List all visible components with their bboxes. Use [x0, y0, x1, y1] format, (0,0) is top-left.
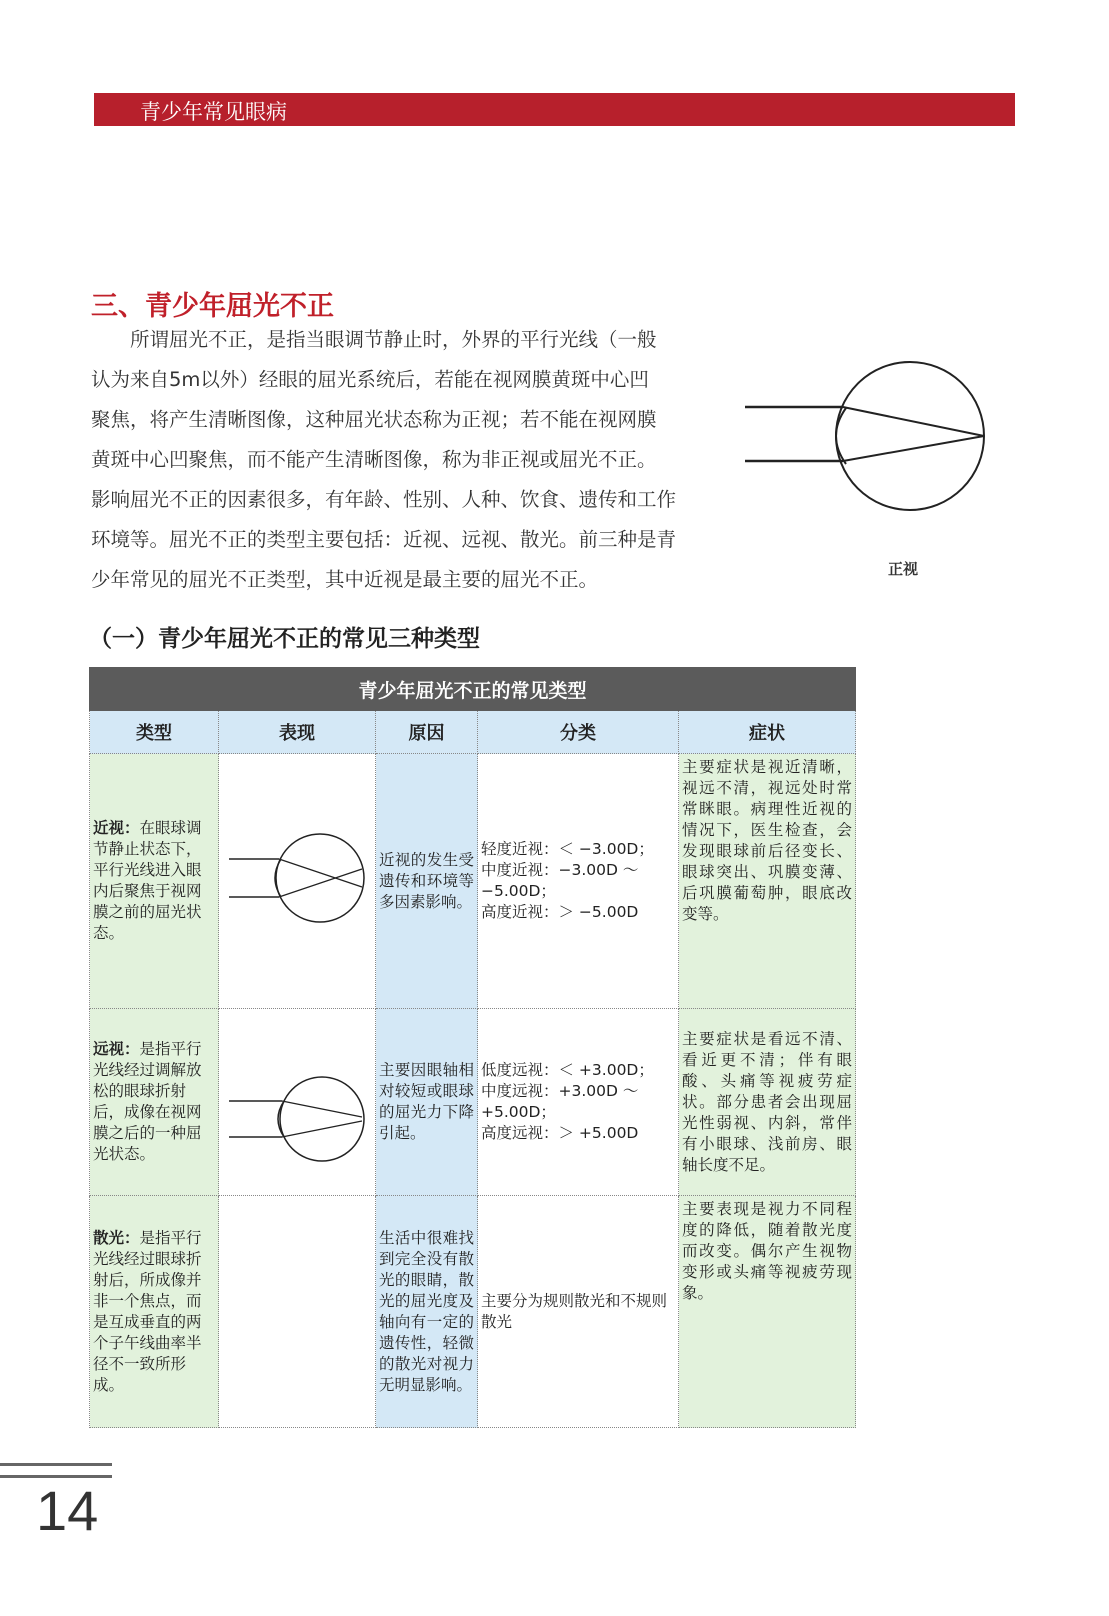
- type-desc: 在眼球调节静止状态下，平行光线进入眼内后聚焦于视网膜之前的屈光状态。: [93, 819, 202, 942]
- type-name: 近视：: [93, 819, 140, 837]
- classification-cell: [478, 1196, 679, 1428]
- symptom-cell: 主要表现是视力不同程度的降低，随着散光度而改变。偶尔产生视物变形或头痛等视疲劳现象。: [679, 1196, 856, 1428]
- page-number: 14: [36, 1479, 99, 1542]
- subsection-title: （一）青少年屈光不正的常见三种类型: [89, 626, 480, 652]
- appearance-cell: [219, 754, 376, 1009]
- classification-cell: [478, 754, 679, 1009]
- diagram-caption: 正视: [888, 560, 919, 578]
- paragraph-line: 所谓屈光不正，是指当眼调节静止时，外界的平行光线（一般: [130, 328, 657, 351]
- cause-cell: 生活中很难找到完全没有散光的眼睛，散光的屈光度及轴向有一定的遗传性，轻微的散光对视力无明显影响。: [376, 1196, 478, 1428]
- cause-cell: 近视的发生受遗传和环境等多因素影响。: [376, 754, 478, 1009]
- class-line: 中度远视：+3.00D ～ +5.00D；: [481, 1082, 639, 1121]
- class-line: 轻度近视：＜ −3.00D；: [481, 840, 654, 858]
- paragraph-line: 影响屈光不正的因素很多，有年龄、性别、人种、饮食、遗传和工作: [91, 488, 677, 511]
- class-line: 高度近视：＞ −5.00D: [481, 903, 639, 921]
- symptom-cell: 主要症状是看远不清、看近更不清；伴有眼酸、头痛等视疲劳症状。部分患者会出现屈光性弱视、内斜，常伴有小眼球、浅前房、眼轴长度不足。: [679, 1009, 856, 1196]
- column-header: 症状: [679, 711, 856, 754]
- classification-cell: [478, 1009, 679, 1196]
- refraction-types-table: [89, 667, 856, 1428]
- class-line: 低度远视：＜ +3.00D；: [481, 1061, 654, 1079]
- intro-paragraph: [91, 320, 731, 600]
- column-header: 表现: [219, 711, 376, 754]
- type-cell: [90, 754, 219, 1009]
- symptom-cell: 主要症状是视近清晰，视远不清，视远处时常常眯眼。病理性近视的情况下，医生检查，会发现眼球前后径变长、眼球突出、巩膜变薄、后巩膜葡萄肿，眼底改变等。: [679, 754, 856, 1009]
- appearance-cell: [219, 1196, 376, 1428]
- header-title: 青少年常见眼病: [140, 100, 287, 124]
- appearance-cell: [219, 1009, 376, 1196]
- table-caption: 青少年屈光不正的常见类型: [90, 668, 856, 711]
- type-name: 远视：: [93, 1040, 140, 1058]
- paragraph-line: 环境等。屈光不正的类型主要包括：近视、远视、散光。前三种是青: [91, 528, 677, 551]
- hyperopia-eye-diagram: [219, 1070, 374, 1170]
- type-desc: 是指平行光线经过调解放松的眼球折射后，成像在视网膜之后的一种屈光状态。: [93, 1040, 202, 1163]
- type-cell: [90, 1196, 219, 1428]
- myopia-eye-diagram: [219, 829, 374, 929]
- paragraph-line: 黄斑中心凹聚焦，而不能产生清晰图像，称为非正视或屈光不正。: [91, 448, 657, 471]
- class-line: 中度近视：−3.00D ～ −5.00D；: [481, 861, 639, 900]
- emmetropia-eye-diagram: [745, 360, 1015, 540]
- section-title: 三、青少年屈光不正: [91, 291, 334, 322]
- table-row: [90, 754, 856, 1009]
- paragraph-line: 认为来自5m以外）经眼的屈光系统后，若能在视网膜黄斑中心凹: [91, 368, 649, 391]
- paragraph-line: 聚焦，将产生清晰图像，这种屈光状态称为正视；若不能在视网膜: [91, 408, 657, 431]
- class-line: 主要分为规则散光和不规则散光: [481, 1291, 668, 1331]
- column-header: 原因: [376, 711, 478, 754]
- column-header: 类型: [90, 711, 219, 754]
- column-header: 分类: [478, 711, 679, 754]
- type-desc: 是指平行光线经过眼球折射后，所成像并非一个焦点，而是互成垂直的两个子午线曲率半径不一致所形成。: [93, 1228, 202, 1394]
- header-bar: [94, 93, 1015, 126]
- table-row: [90, 1009, 856, 1196]
- type-cell: [90, 1009, 219, 1196]
- type-name: 散光：: [93, 1228, 140, 1247]
- paragraph-line: 少年常见的屈光不正类型，其中近视是最主要的屈光不正。: [91, 568, 599, 591]
- cause-cell: 主要因眼轴相对较短或眼球的屈光力下降引起。: [376, 1009, 478, 1196]
- table-row: [90, 1196, 856, 1428]
- class-line: 高度远视：＞ +5.00D: [481, 1124, 639, 1142]
